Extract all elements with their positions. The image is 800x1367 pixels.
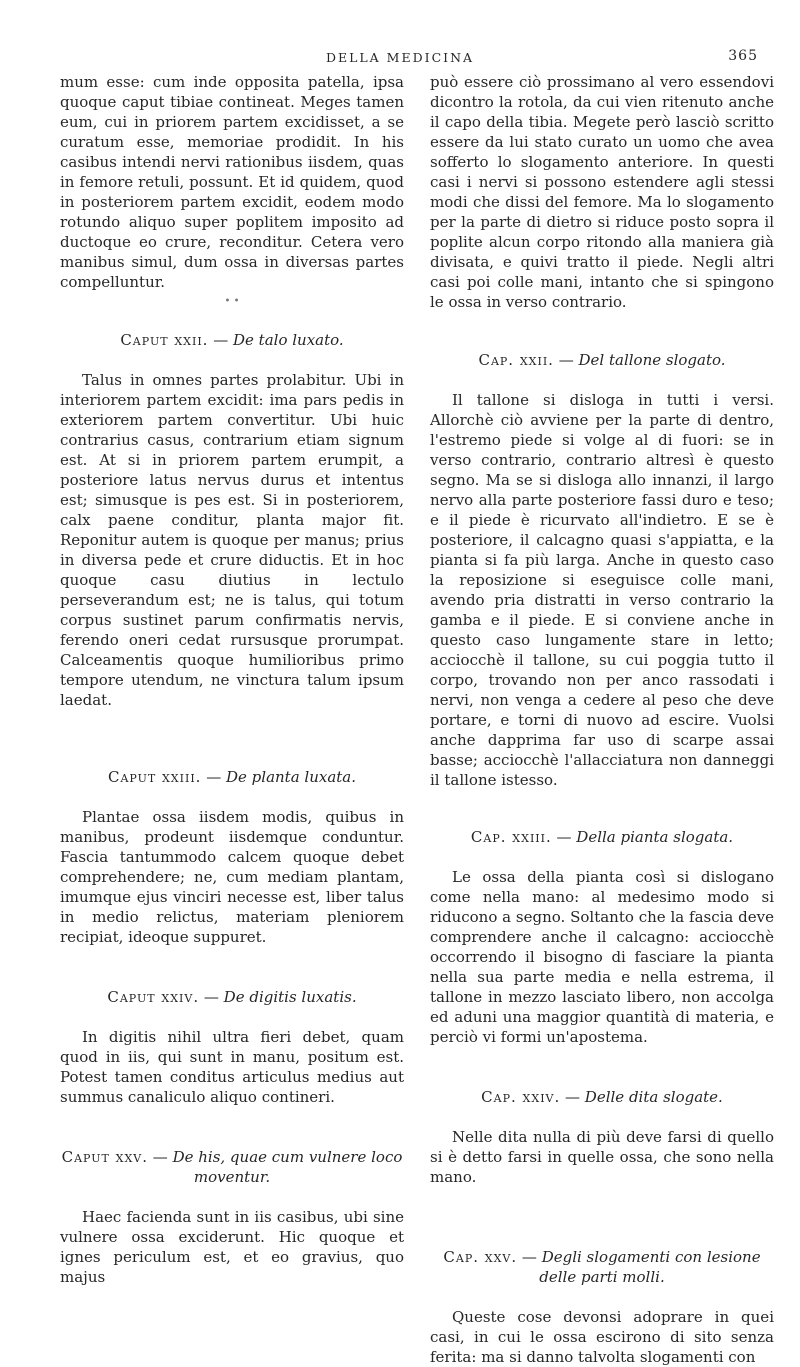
page-number: 365 bbox=[728, 48, 758, 64]
chapter-label: Caput xxiv. bbox=[107, 988, 200, 1006]
chapter-title: De talo luxato. bbox=[233, 331, 344, 349]
latin-intro-paragraph: mum esse: cum inde opposita patella, ipsa quoque caput tibiae contineat. Meges tamen eum, cui in priorem partem excidisset, a se curatum esse, memoriae prodidit. In his casibus intendi nervi rationibus iisdem, quas in femore retuli, possunt. Et id quidem, quod in posteriorem partem excidit, eodem modo rotundo aliquo super poplitem imposito ad ductoque eo crure, reconditur. Cetera vero manibus simul, dum ossa in diversas partes compelluntur. bbox=[60, 73, 404, 291]
italian-chapter-25-text: Queste cose devonsi adoprare in quei casi, in cui le ossa escirono di sito senza ferita: ma si danno talvolta slogamenti con bbox=[430, 1308, 774, 1366]
latin-chapter-24-heading: Caput xxiv. — De digitis luxatis. bbox=[107, 988, 357, 1006]
italian-chapter-23-text: Le ossa della pianta così si dislogano come nella mano: al medesimo modo si riducono a segno. Soltanto che la fascia deve comprendere anche il calcagno: acciocchè occorrendo il bisogno di fasciare la pianta nella sua parte media e nella estrema, il tallone in mezzo lasciato libero, non accolga ed aduni una maggior quantità di materia, e perciò vi formi un'apostema. bbox=[430, 868, 774, 1046]
italian-chapter-22-text: Il tallone si disloga in tutti i versi. Allorchè ciò avviene per la parte di dentro, l'estremo piede si volge al di fuori: se in verso contrario, contrario altresì è questo segno. Ma se si disloga allo innanzi, il largo nervo alla parte posteriore fassi duro e teso; e il piede è ricurvato all'indietro. E se è posteriore, il calcagno quasi s'appiatta, e la pianta si fa più larga. Anche in questo caso la reposizione si eseguisce colle mani, avendo pria distratti in verso contrario la gamba e il piede. E si conviene anche in questo caso lungamente stare in letto; acciocchè il tallone, su cui poggia tutto il corpo, trovando non per anco rassodati i nervi, non venga a cedere al peso che deve portare, e torni di nuovo ad escire. Vuolsi anche dapprima far uso di scarpe assai basse; acciocchè l'allacciatura non danneggi il tallone istesso. bbox=[430, 391, 774, 789]
latin-chapter-25-heading: Caput xxv. — De his, quae cum vulnere loco moventur. bbox=[61, 1148, 403, 1186]
chapter-label: Cap. xxiv. bbox=[481, 1088, 561, 1106]
latin-chapter-23-text: Plantae ossa iisdem modis, quibus in manibus, prodeunt iisdemque conduntur. Fascia tantummodo calcem quoque debet comprehendere; ne, cum mediam plantam, imumque ejus vinciri necesse est, liber talus in medio relictus, materiam pleniorem recipiat, ideoque suppuret. bbox=[60, 808, 404, 946]
italian-chapter-24-heading: Cap. xxiv. — Delle dita slogate. bbox=[481, 1088, 723, 1106]
latin-chapter-25-text: Haec facienda sunt in iis casibus, ubi sine vulnere ossa exciderunt. Hic quoque et ignes periculum est, et eo gravius, quo majus bbox=[60, 1208, 404, 1286]
chapter-title: De digitis luxatis. bbox=[223, 988, 357, 1006]
italian-intro-paragraph: può essere ciò prossimano al vero essendovi dicontro la rotola, da cui vien ritenuto anche il capo della tibia. Megete però lasciò scritto essere da lui stato curato un uomo che avea sofferto lo slogamento anteriore. In questi casi i nervi si possono estendere agli stessi modi che dissi del femore. Ma lo slogamento per la parte di dietro si riduce posto sopra il poplite alcun corpo ritondo alla maniera già divisata, e quivi tratto il piede. Negli altri casi poi colle mani, intanto che si spingono le ossa in verso contrario. bbox=[430, 73, 774, 311]
latin-chapter-23-heading: Caput xxiii. — De planta luxata. bbox=[107, 768, 357, 786]
chapter-title: Delle dita slogate. bbox=[584, 1088, 723, 1106]
latin-column bbox=[60, 72, 404, 1287]
running-title: DELLA MEDICINA bbox=[325, 50, 475, 65]
running-head bbox=[0, 48, 800, 68]
chapter-label: Caput xxv. bbox=[61, 1148, 149, 1166]
ornament-dots: • • bbox=[224, 296, 240, 307]
italian-chapter-22-heading: Cap. xxii. — Del tallone slogato. bbox=[478, 351, 726, 369]
italian-column bbox=[430, 72, 774, 1367]
latin-chapter-22-heading: Caput xxii. — De talo luxato. bbox=[120, 331, 344, 349]
chapter-title: De planta luxata. bbox=[226, 768, 357, 786]
chapter-title: Della pianta slogata. bbox=[576, 828, 734, 846]
chapter-title: De his, quae cum vulnere loco moventur. bbox=[172, 1148, 403, 1186]
latin-chapter-24-text: In digitis nihil ultra fieri debet, quam quod in iis, qui sunt in manu, positum est. Potest tamen conditus articulus medius aut summus canaliculo aliquo contineri. bbox=[60, 1028, 404, 1106]
chapter-label: Cap. xxiii. bbox=[470, 828, 552, 846]
chapter-title: Degli slogamenti con lesione delle parti molli. bbox=[539, 1248, 761, 1286]
italian-chapter-23-heading: Cap. xxiii. — Della pianta slogata. bbox=[470, 828, 734, 846]
chapter-title: Del tallone slogato. bbox=[578, 351, 726, 369]
italian-chapter-24-text: Nelle dita nulla di più deve farsi di quello si è detto farsi in quelle ossa, che sono nella mano. bbox=[430, 1128, 774, 1186]
chapter-label: Cap. xxii. bbox=[478, 351, 554, 369]
italian-chapter-25-heading: Cap. xxv. — Degli slogamenti con lesione delle parti molli. bbox=[443, 1248, 761, 1286]
chapter-label: Caput xxiii. bbox=[107, 768, 202, 786]
latin-chapter-22-text: Talus in omnes partes prolabitur. Ubi in interiorem partem excidit: ima pars pedis in exteriorem partem convertitur. Ubi huic contrarius casus, contrarium etiam signum est. At si in priorem partem erumpit, a posteriore latus nervus durus et intentus est; simusque is pes est. Si in posteriorem, calx paene conditur, planta major fit. Reponitur autem is quoque per manus; prius in diversa pede et crure diductis. Et in hoc quoque casu diutius in lectulo perseverandum est; ne is talus, qui totum corpus sustinet parum confirmatis nervis, ferendo oneri cedat rursusque prorumpat. Calceamentis quoque humilioribus primo tempore utendum, ne vinctura talum ipsum laedat. bbox=[60, 371, 404, 709]
chapter-label: Caput xxii. bbox=[120, 331, 209, 349]
ornament-spacer bbox=[430, 312, 774, 332]
chapter-label: Cap. xxv. bbox=[443, 1248, 518, 1266]
